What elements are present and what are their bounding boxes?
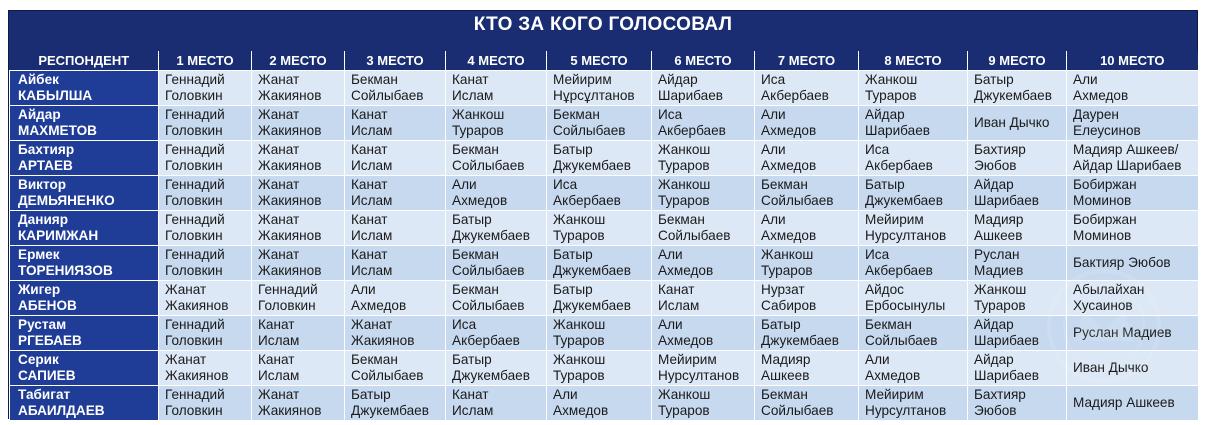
vote-cell-place-10: Руслан Мадиев: [1067, 316, 1198, 351]
vote-cell-place-9: Бахтияр Эюбов: [968, 386, 1067, 421]
vote-cell-place-5: Иса Акбербаев: [547, 176, 652, 211]
vote-cell-place-8: Иса Акбербаев: [859, 141, 968, 176]
vote-cell-place-8: Мейирим Нурсултанов: [859, 211, 968, 246]
table-row: [10, 141, 1198, 176]
vote-cell-place-6: Али Ахмедов: [652, 246, 755, 281]
vote-cell-place-1: Геннадий Головкин: [159, 106, 252, 141]
table-row: [10, 71, 1198, 106]
header-place-8: 8 МЕСТО: [859, 51, 968, 71]
vote-cell-place-2: Жанат Жакиянов: [252, 386, 345, 421]
vote-table-panel: [8, 10, 1198, 419]
vote-cell-place-5: Батыр Джукембаев: [547, 281, 652, 316]
vote-cell-place-9: Айдар Шарибаев: [968, 176, 1067, 211]
vote-cell-place-3: Али Ахмедов: [345, 281, 446, 316]
vote-cell-place-5: Мейирим Нұрсұлтанов: [547, 71, 652, 106]
vote-cell-place-1: Геннадий Головкин: [159, 176, 252, 211]
vote-cell-place-4: Бекман Сойлыбаев: [446, 141, 547, 176]
table-row: [10, 281, 1198, 316]
vote-cell-place-6: Мейирим Нурсултанов: [652, 351, 755, 386]
vote-cell-place-7: Али Ахмедов: [755, 106, 859, 141]
respondent-cell: Жигер АБЕНОВ: [10, 281, 159, 316]
vote-cell-place-2: Канат Ислам: [252, 316, 345, 351]
vote-cell-place-10: Иван Дычко: [1067, 351, 1198, 386]
vote-cell-place-8: Айдар Шарибаев: [859, 106, 968, 141]
vote-cell-place-10: Али Ахмедов: [1067, 71, 1198, 106]
vote-cell-place-4: Батыр Джукембаев: [446, 351, 547, 386]
vote-cell-place-5: Жанкош Тураров: [547, 211, 652, 246]
vote-cell-place-9: Руслан Мадиев: [968, 246, 1067, 281]
vote-cell-place-10: Мадияр Ашкеев: [1067, 386, 1198, 421]
vote-cell-place-4: Батыр Джукембаев: [446, 211, 547, 246]
header-place-6: 6 МЕСТО: [652, 51, 755, 71]
vote-cell-place-8: Жанкош Тураров: [859, 71, 968, 106]
vote-cell-place-5: Батыр Джукембаев: [547, 141, 652, 176]
vote-cell-place-9: Жанкош Тураров: [968, 281, 1067, 316]
table-row: [10, 246, 1198, 281]
vote-cell-place-4: Бекман Сойлыбаев: [446, 281, 547, 316]
vote-cell-place-8: Айдос Ербосынулы: [859, 281, 968, 316]
vote-cell-place-6: Жанкош Тураров: [652, 386, 755, 421]
header-place-3: 3 МЕСТО: [345, 51, 446, 71]
respondent-cell: Рустам РГЕБАЕВ: [10, 316, 159, 351]
vote-cell-place-6: Али Ахмедов: [652, 316, 755, 351]
vote-cell-place-7: Нурзат Сабиров: [755, 281, 859, 316]
vote-cell-place-3: Канат Ислам: [345, 106, 446, 141]
vote-cell-place-1: Геннадий Головкин: [159, 246, 252, 281]
respondent-cell: Айдар МАХМЕТОВ: [10, 106, 159, 141]
vote-cell-place-10: Бобиржан Моминов: [1067, 211, 1198, 246]
vote-cell-place-6: Жанкош Тураров: [652, 141, 755, 176]
vote-cell-place-1: Жанат Жакиянов: [159, 351, 252, 386]
vote-cell-place-5: Бекман Сойлыбаев: [547, 106, 652, 141]
vote-cell-place-8: Бекман Сойлыбаев: [859, 316, 968, 351]
header-place-10: 10 МЕСТО: [1067, 51, 1198, 71]
respondent-cell: Табигат АБАИЛДАЕВ: [10, 386, 159, 421]
vote-cell-place-3: Бекман Сойлыбаев: [345, 351, 446, 386]
vote-cell-place-1: Геннадий Головкин: [159, 71, 252, 106]
respondent-cell: Серик САПИЕВ: [10, 351, 159, 386]
vote-cell-place-7: Батыр Джукембаев: [755, 316, 859, 351]
vote-cell-place-5: Жанкош Тураров: [547, 351, 652, 386]
vote-cell-place-3: Жанат Жакиянов: [345, 316, 446, 351]
vote-table: [9, 51, 1198, 421]
vote-cell-place-3: Канат Ислам: [345, 141, 446, 176]
vote-cell-place-10: Мадияр Ашкеев/ Айдар Шарибаев: [1067, 141, 1198, 176]
vote-cell-place-2: Жанат Жакиянов: [252, 246, 345, 281]
vote-cell-place-8: Батыр Джукембаев: [859, 176, 968, 211]
respondent-cell: Данияр КАРИМЖАН: [10, 211, 159, 246]
header-place-1: 1 МЕСТО: [159, 51, 252, 71]
vote-cell-place-2: Жанат Жакиянов: [252, 71, 345, 106]
vote-cell-place-1: Геннадий Головкин: [159, 211, 252, 246]
vote-cell-place-6: Айдар Шарибаев: [652, 71, 755, 106]
vote-cell-place-3: Канат Ислам: [345, 176, 446, 211]
vote-cell-place-6: Бекман Сойлыбаев: [652, 211, 755, 246]
table-row: [10, 351, 1198, 386]
vote-cell-place-6: Канат Ислам: [652, 281, 755, 316]
vote-cell-place-6: Жанкош Тураров: [652, 176, 755, 211]
header-place-2: 2 МЕСТО: [252, 51, 345, 71]
vote-cell-place-2: Жанат Жакиянов: [252, 106, 345, 141]
vote-cell-place-1: Жанат Жакиянов: [159, 281, 252, 316]
header-place-5: 5 МЕСТО: [547, 51, 652, 71]
vote-cell-place-3: Бекман Сойлыбаев: [345, 71, 446, 106]
respondent-cell: Ермек ТОРЕНИЯЗОВ: [10, 246, 159, 281]
header-place-4: 4 МЕСТО: [446, 51, 547, 71]
vote-cell-place-8: Иса Акбербаев: [859, 246, 968, 281]
vote-cell-place-2: Жанат Жакиянов: [252, 141, 345, 176]
vote-cell-place-3: Канат Ислам: [345, 211, 446, 246]
vote-cell-place-9: Айдар Шарибаев: [968, 351, 1067, 386]
respondent-cell: Виктор ДЕМЬЯНЕНКО: [10, 176, 159, 211]
vote-cell-place-4: Али Ахмедов: [446, 176, 547, 211]
vote-cell-place-4: Иса Акбербаев: [446, 316, 547, 351]
vote-cell-place-7: Бекман Сойлыбаев: [755, 386, 859, 421]
vote-cell-place-5: Али Ахмедов: [547, 386, 652, 421]
vote-cell-place-10: Даурен Елеусинов: [1067, 106, 1198, 141]
vote-cell-place-7: Мадияр Ашкеев: [755, 351, 859, 386]
vote-cell-place-7: Али Ахмедов: [755, 141, 859, 176]
vote-cell-place-9: Бахтияр Эюбов: [968, 141, 1067, 176]
header-respondent: РЕСПОНДЕНТ: [10, 51, 159, 71]
vote-cell-place-1: Геннадий Головкин: [159, 141, 252, 176]
table-title: КТО ЗА КОГО ГОЛОСОВАЛ: [473, 14, 733, 35]
vote-cell-place-4: Жанкош Тураров: [446, 106, 547, 141]
vote-cell-place-9: Айдар Шарибаев: [968, 316, 1067, 351]
vote-cell-place-9: Батыр Джукембаев: [968, 71, 1067, 106]
header-place-9: 9 МЕСТО: [968, 51, 1067, 71]
table-body: [10, 71, 1198, 421]
vote-cell-place-9: Мадияр Ашкеев: [968, 211, 1067, 246]
vote-cell-place-8: Али Ахмедов: [859, 351, 968, 386]
vote-cell-place-6: Иса Акбербаев: [652, 106, 755, 141]
vote-cell-place-3: Батыр Джукембаев: [345, 386, 446, 421]
table-row: [10, 211, 1198, 246]
table-row: [10, 176, 1198, 211]
header-row: [10, 51, 1198, 71]
table-row: [10, 106, 1198, 141]
vote-cell-place-9: Иван Дычко: [968, 106, 1067, 141]
vote-cell-place-5: Жанкош Тураров: [547, 316, 652, 351]
vote-cell-place-4: Канат Ислам: [446, 386, 547, 421]
vote-cell-place-7: Жанкош Тураров: [755, 246, 859, 281]
vote-cell-place-3: Канат Ислам: [345, 246, 446, 281]
vote-cell-place-5: Батыр Джукембаев: [547, 246, 652, 281]
vote-cell-place-7: Бекман Сойлыбаев: [755, 176, 859, 211]
vote-cell-place-4: Бекман Сойлыбаев: [446, 246, 547, 281]
vote-cell-place-7: Иса Акбербаев: [755, 71, 859, 106]
vote-cell-place-7: Али Ахмедов: [755, 211, 859, 246]
header-place-7: 7 МЕСТО: [755, 51, 859, 71]
vote-cell-place-4: Канат Ислам: [446, 71, 547, 106]
vote-cell-place-2: Канат Ислам: [252, 351, 345, 386]
vote-cell-place-10: Бактияр Эюбов: [1067, 246, 1198, 281]
vote-cell-place-1: Геннадий Головкин: [159, 386, 252, 421]
respondent-cell: Бахтияр АРТАЕВ: [10, 141, 159, 176]
vote-cell-place-10: Абылайхан Хусаинов: [1067, 281, 1198, 316]
table-row: [10, 386, 1198, 421]
table-row: [10, 316, 1198, 351]
vote-cell-place-2: Жанат Жакиянов: [252, 176, 345, 211]
vote-cell-place-8: Мейирим Нурсултанов: [859, 386, 968, 421]
vote-cell-place-1: Геннадий Головкин: [159, 316, 252, 351]
respondent-cell: Айбек КАБЫЛША: [10, 71, 159, 106]
vote-cell-place-2: Жанат Жакиянов: [252, 211, 345, 246]
vote-cell-place-2: Геннадий Головкин: [252, 281, 345, 316]
vote-cell-place-10: Бобиржан Моминов: [1067, 176, 1198, 211]
